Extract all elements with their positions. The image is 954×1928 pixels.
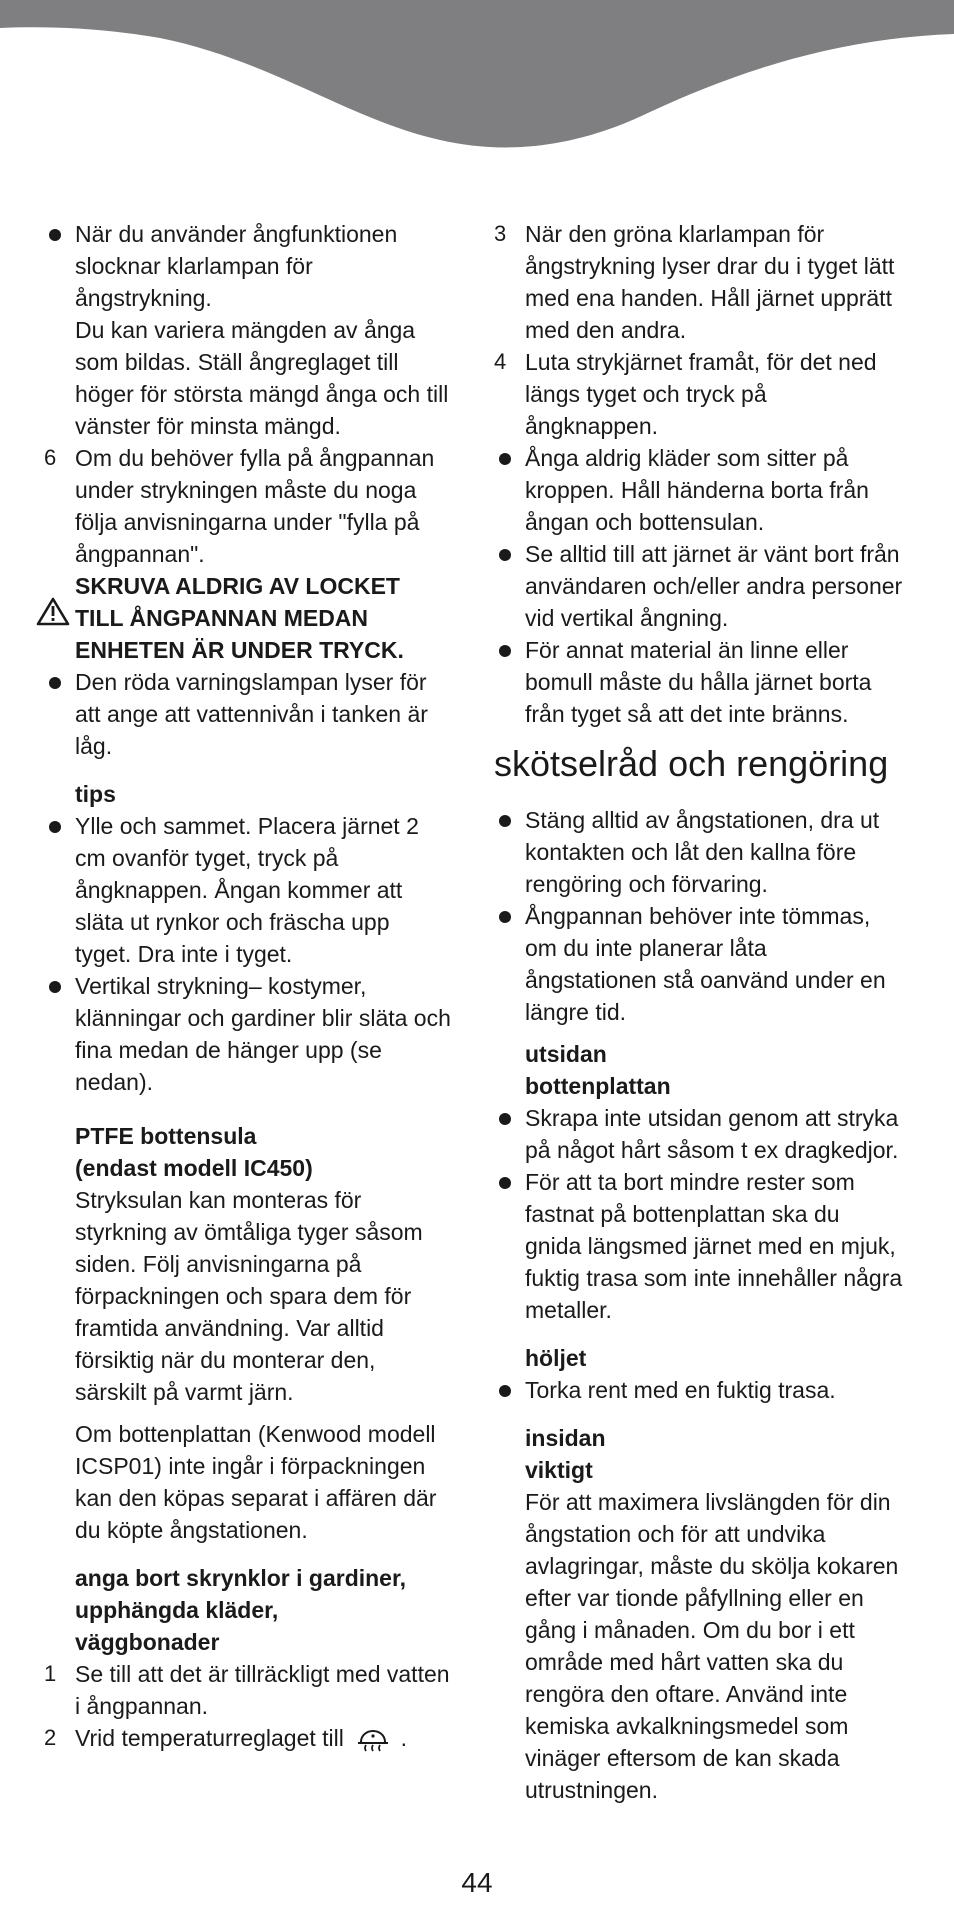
ptfe-paragraph-2: Om bottenplattan (Kenwood modell ICSP01) inte ingår i förpackningen kan den köpas separat i affären där du köpte ångstationen. bbox=[75, 1421, 437, 1543]
list-item-switch-off bbox=[494, 804, 914, 900]
item-text: När du använder ångfunktionen slocknar klarlampan för ångstrykning. Du kan variera mängden av ånga som bildas. Ställ ångreglaget till höger för största mängd ånga och till vänster för minsta mängd. bbox=[75, 221, 449, 439]
item-text: För annat material än linne eller bomull måste du hålla järnet borta från tyget så att det inte bränns. bbox=[525, 637, 872, 727]
item-text: Den röda varningslampan lyser för att ange att vattennivån i tanken är låg. bbox=[75, 669, 428, 759]
list-item-steam-light bbox=[44, 218, 464, 442]
right-column bbox=[494, 218, 914, 1806]
list-item-other-material bbox=[494, 634, 914, 730]
step-3 bbox=[494, 218, 914, 346]
step-text: Se till att det är tillräckligt med vatten i ångpannan. bbox=[75, 1661, 450, 1719]
step-6 bbox=[44, 442, 464, 570]
curtains-heading: anga bort skrynklor i gardiner, upphängda kläder, väggbonader bbox=[75, 1565, 407, 1655]
list-item-point-away bbox=[494, 538, 914, 634]
left-column bbox=[44, 218, 464, 1754]
inside-heading: insidan viktigt bbox=[525, 1425, 606, 1483]
step-text: När den gröna klarlampan för ångstrykning lyser drar du i tyget lätt med ena handen. Håll järnet upprätt med den andra. bbox=[525, 221, 895, 343]
item-text: Torka rent med en fuktig trasa. bbox=[525, 1377, 836, 1403]
list-item-no-scrape bbox=[494, 1102, 914, 1166]
item-text: Skrapa inte utsidan genom att stryka på något hårt såsom t ex dragkedjor. bbox=[525, 1105, 899, 1163]
step-4 bbox=[494, 346, 914, 442]
item-text: Se alltid till att järnet är vänt bort från användaren och/eller andra personer vid vertikal ångning. bbox=[525, 541, 903, 631]
list-item-never-steam-body bbox=[494, 442, 914, 538]
section-title: skötselråd och rengöring bbox=[494, 743, 889, 784]
housing-heading: höljet bbox=[525, 1345, 587, 1371]
list-item-no-empty bbox=[494, 900, 914, 1028]
tips-heading: tips bbox=[75, 781, 116, 807]
list-item-remove-residue bbox=[494, 1166, 914, 1326]
ptfe-paragraph: Stryksulan kan monteras för styrkning av ömtåliga tyger såsom siden. Följ anvisningarna på förpackningen och spara dem för framtida användning. Var alltid försiktig när du monterar den, särskilt på varmt järn. bbox=[75, 1187, 423, 1405]
step-text: Om du behöver fylla på ångpannan under strykningen måste du noga följa anvisningarna under "fylla på ångpannan". bbox=[75, 445, 435, 567]
outside-heading: utsidan bottenplattan bbox=[525, 1041, 671, 1099]
list-item-wipe bbox=[494, 1374, 914, 1406]
list-item-vertical bbox=[44, 970, 464, 1098]
step-number: 6 bbox=[44, 445, 57, 470]
step-number: 3 bbox=[494, 221, 507, 246]
page-number: 44 bbox=[461, 1867, 493, 1898]
inside-paragraph: För att maximera livslängden för din ångstation och för att undvika avlagringar, måste du skölja kokaren efter var tionde påfyllning eller en gång i månaden. Om du bor i ett område med hårt vatten ska du rengöra den oftare. Använd inte kemiska avkalkningsmedel som vinäger eftersom de kan skada utrustningen. bbox=[525, 1489, 899, 1803]
item-text: Stäng alltid av ångstationen, dra ut kontakten och låt den kallna före rengöring och förvaring. bbox=[525, 807, 880, 897]
item-text: Ylle och sammet. Placera järnet 2 cm ovanför tyget, tryck på ångknappen. Ångan kommer att släta ut rynkor och fräscha upp tyget. Dra inte i tyget. bbox=[75, 813, 419, 967]
ptfe-heading: PTFE bottensula (endast modell IC450) bbox=[75, 1123, 313, 1181]
step-number: 2 bbox=[44, 1725, 57, 1750]
item-text: Ångpannan behöver inte tömmas, om du inte planerar låta ångstationen stå oanvänd under en längre tid. bbox=[525, 903, 886, 1025]
step-text: Luta strykjärnet framåt, för det ned längs tyget och tryck på ångknappen. bbox=[525, 349, 877, 439]
step-number: 4 bbox=[494, 349, 507, 374]
steam-icon bbox=[356, 1726, 390, 1754]
list-item-red-light bbox=[44, 666, 464, 762]
list-item-wool bbox=[44, 810, 464, 970]
item-text: Ånga aldrig kläder som sitter på kroppen. Håll händerna borta från ångan och bottensulan. bbox=[525, 445, 869, 535]
step-2 bbox=[44, 1722, 464, 1754]
step-text: Vrid temperaturreglaget till . bbox=[75, 1722, 464, 1754]
item-text: För att ta bort mindre rester som fastnat på bottenplattan ska du gnida längsmed järnet med en mjuk, fuktig trasa som inte innehåller några metaller. bbox=[525, 1169, 903, 1323]
step-1 bbox=[44, 1658, 464, 1722]
item-text: Vertikal strykning– kostymer, klänningar och gardiner blir släta och fina medan de hänger upp (se nedan). bbox=[75, 973, 451, 1095]
header-wave-band bbox=[0, 0, 954, 160]
warning-block: SKRUVA ALDRIG AV LOCKET TILL ÅNGPANNAN MEDAN ENHETEN ÄR UNDER TRYCK. bbox=[44, 570, 464, 666]
warning-triangle-icon bbox=[36, 596, 70, 626]
step-number: 1 bbox=[44, 1661, 57, 1686]
